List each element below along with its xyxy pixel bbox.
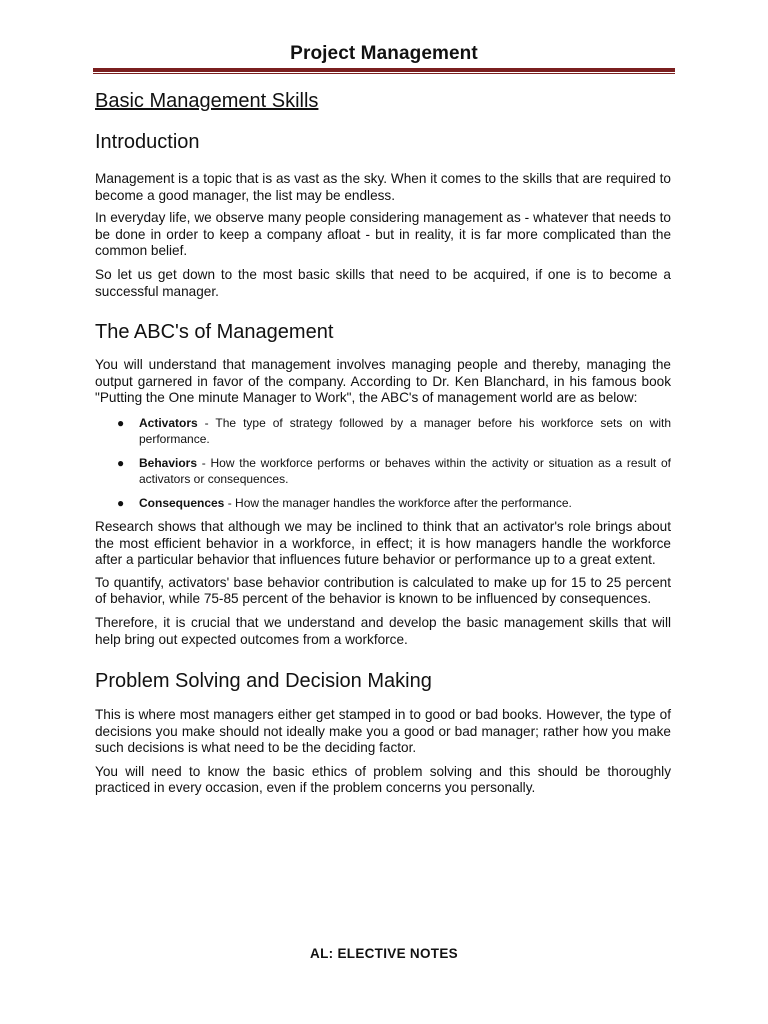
bullet-term: Consequences (139, 495, 225, 510)
abc-paragraph-3: Therefore, it is crucial that we understand and develop the basic management skills that will help bring out expected outcomes from a workforce. (95, 614, 671, 647)
document-body (95, 88, 671, 797)
intro-paragraph-2: In everyday life, we observe many people considering management as - whatever that needs to be done in order to keep a company afloat - but in reality, it is far more complicated than the common belief. (95, 210, 671, 259)
bullet-text: - How the manager handles the workforce after the performance. (224, 495, 572, 510)
problem-paragraph-2: You will need to know the basic ethics of problem solving and this should be thoroughly practiced in every occasion, even if the problem concerns you personally. (95, 763, 671, 796)
bullet-dot-icon: ● (117, 455, 125, 470)
header-rule-thin (93, 73, 675, 74)
bullet-behaviors (95, 455, 671, 487)
bullet-consequences (95, 495, 671, 511)
intro-paragraph-1: Management is a topic that is as vast as the sky. When it comes to the skills that are required to become a good manager, the list may be endless. (95, 171, 671, 203)
bullet-term: Activators (139, 415, 198, 430)
bullet-dot-icon: ● (117, 495, 125, 510)
bullet-dot-icon: ● (117, 415, 125, 430)
abc-intro-paragraph: You will understand that management involves managing people and thereby, managing the output garnered in favor of the company. According to Dr. Ken Blanchard, in his famous book "Putting the One minute Manager to Work", the ABC's of management world are as below: (95, 357, 671, 406)
abc-paragraph-2: To quantify, activators' base behavior contribution is calculated to make up for 15 to 25 percent of behavior, while 75-85 percent of the behavior is known to be influenced by consequences. (95, 574, 671, 607)
bullet-text: - How the workforce performs or behaves within the activity or situation as a result of activators or consequences. (139, 455, 671, 486)
bullet-text: - The type of strategy followed by a manager before his workforce sets on with performance. (139, 415, 671, 446)
bullet-term: Behaviors (139, 455, 198, 470)
heading-abc: The ABC's of Management (95, 321, 334, 344)
page-title: Basic Management Skills (95, 90, 319, 112)
document-header-title: Project Management (290, 43, 478, 64)
document-footer: AL: ELECTIVE NOTES (310, 946, 458, 961)
problem-paragraph-1: This is where most managers either get stamped in to good or bad books. However, the type of decisions you make should not ideally make you a good or bad manager; rather how you make such decisions is what need to be the deciding factor. (95, 707, 671, 756)
abc-paragraph-1: Research shows that although we may be inclined to think that an activator's role brings about the most efficient behavior in a workforce, in effect; it is how managers handle the workforce after a particular behavior that influences future behavior or performance up to a great extent. (95, 518, 671, 568)
header-rule-thick (93, 68, 675, 72)
header-rule (93, 68, 675, 75)
bullet-activators (95, 415, 671, 447)
abc-bullet-list (95, 415, 671, 511)
intro-paragraph-3: So let us get down to the most basic skills that need to be acquired, if one is to become a successful manager. (95, 266, 671, 299)
heading-problem-solving: Problem Solving and Decision Making (95, 670, 432, 693)
heading-introduction: Introduction (95, 131, 200, 153)
